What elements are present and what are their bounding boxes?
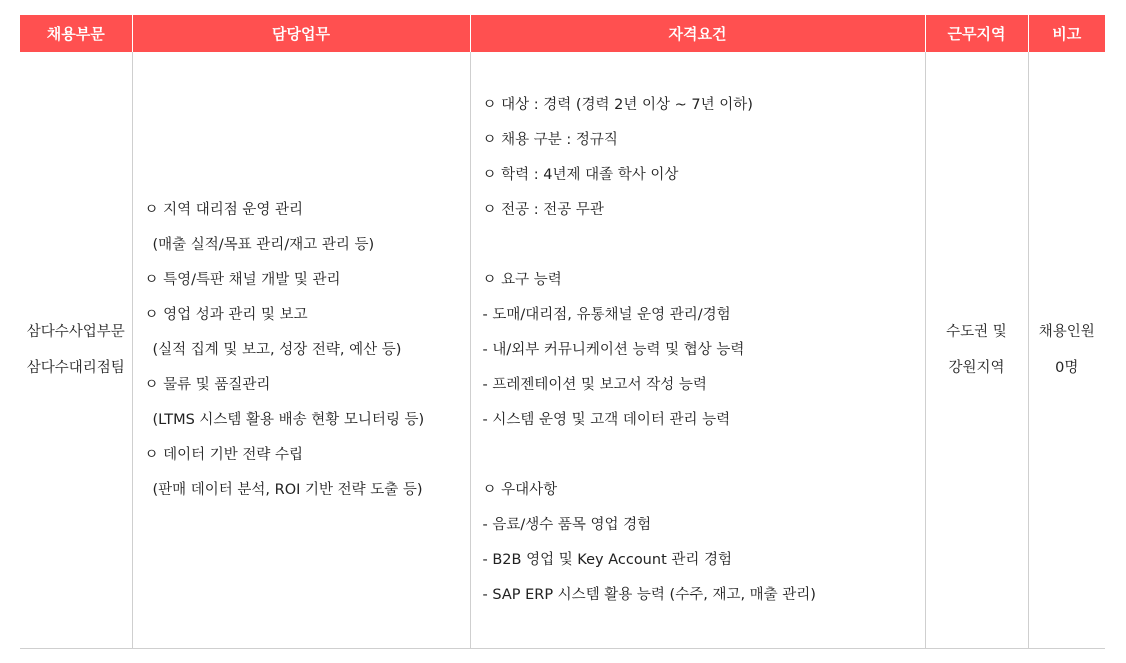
skill-item: - 시스템 운영 및 고객 데이터 관리 능력 [482, 411, 731, 428]
location-line: 강원지역 [948, 360, 1005, 376]
skills-title: ㅇ 요구 능력 [482, 271, 562, 288]
preferred-title: ㅇ 우대사항 [482, 481, 558, 498]
spacer [483, 228, 925, 263]
skill-item: - 프레젠테이션 및 보고서 작성 능력 [482, 376, 707, 393]
requirement-item: ㅇ 대상 : 경력 (경력 2년 이상 ~ 7년 이하) [482, 96, 753, 113]
header-location: 근무지역 [925, 15, 1028, 52]
preferred-item: - 음료/생수 품목 영업 경험 [482, 516, 652, 533]
note-line: 채용인원 [1038, 324, 1095, 340]
job-posting-table [20, 15, 1105, 649]
department-line: 삼다수사업부문 [26, 324, 125, 340]
preferred-item: - B2B 영업 및 Key Account 관리 경험 [482, 551, 732, 568]
duty-detail: (LTMS 시스템 활용 배송 현황 모니터링 등) [152, 411, 425, 428]
header-note: 비고 [1028, 15, 1105, 52]
header-row [20, 15, 1105, 52]
duty-item: ㅇ 특영/특판 채널 개발 및 관리 [144, 271, 341, 288]
requirements-cell [470, 52, 925, 649]
spacer [483, 438, 925, 473]
duties-cell [132, 52, 470, 649]
duty-detail: (실적 집계 및 보고, 성장 전략, 예산 등) [152, 341, 402, 358]
table-row [20, 52, 1105, 649]
skill-item: - 내/외부 커뮤니케이션 능력 및 협상 능력 [482, 341, 745, 358]
duty-detail: (매출 실적/목표 관리/재고 관리 등) [152, 236, 375, 253]
requirement-item: ㅇ 채용 구분 : 정규직 [482, 131, 618, 148]
header-department: 채용부문 [20, 15, 132, 52]
location-line: 수도권 및 [946, 324, 1007, 340]
duty-detail: (판매 데이터 분석, ROI 기반 전략 도출 등) [152, 481, 423, 498]
duty-item: ㅇ 데이터 기반 전략 수립 [144, 446, 304, 463]
header-duties: 담당업무 [132, 15, 470, 52]
header-requirements: 자격요건 [470, 15, 925, 52]
skill-item: - 도매/대리점, 유통채널 운영 관리/경험 [482, 306, 731, 323]
requirement-item: ㅇ 학력 : 4년제 대졸 학사 이상 [482, 166, 679, 183]
requirement-item: ㅇ 전공 : 전공 무관 [482, 201, 604, 218]
note-cell [1028, 52, 1105, 649]
department-line: 삼다수대리점팀 [26, 360, 125, 376]
duty-item: ㅇ 지역 대리점 운영 관리 [144, 201, 304, 218]
location-cell [925, 52, 1028, 649]
duty-item: ㅇ 영업 성과 관리 및 보고 [144, 306, 308, 323]
note-line: 0명 [1055, 360, 1079, 376]
preferred-item: - SAP ERP 시스템 활용 능력 (수주, 재고, 매출 관리) [482, 586, 816, 603]
duty-item: ㅇ 물류 및 품질관리 [144, 376, 271, 393]
department-cell [20, 52, 132, 649]
